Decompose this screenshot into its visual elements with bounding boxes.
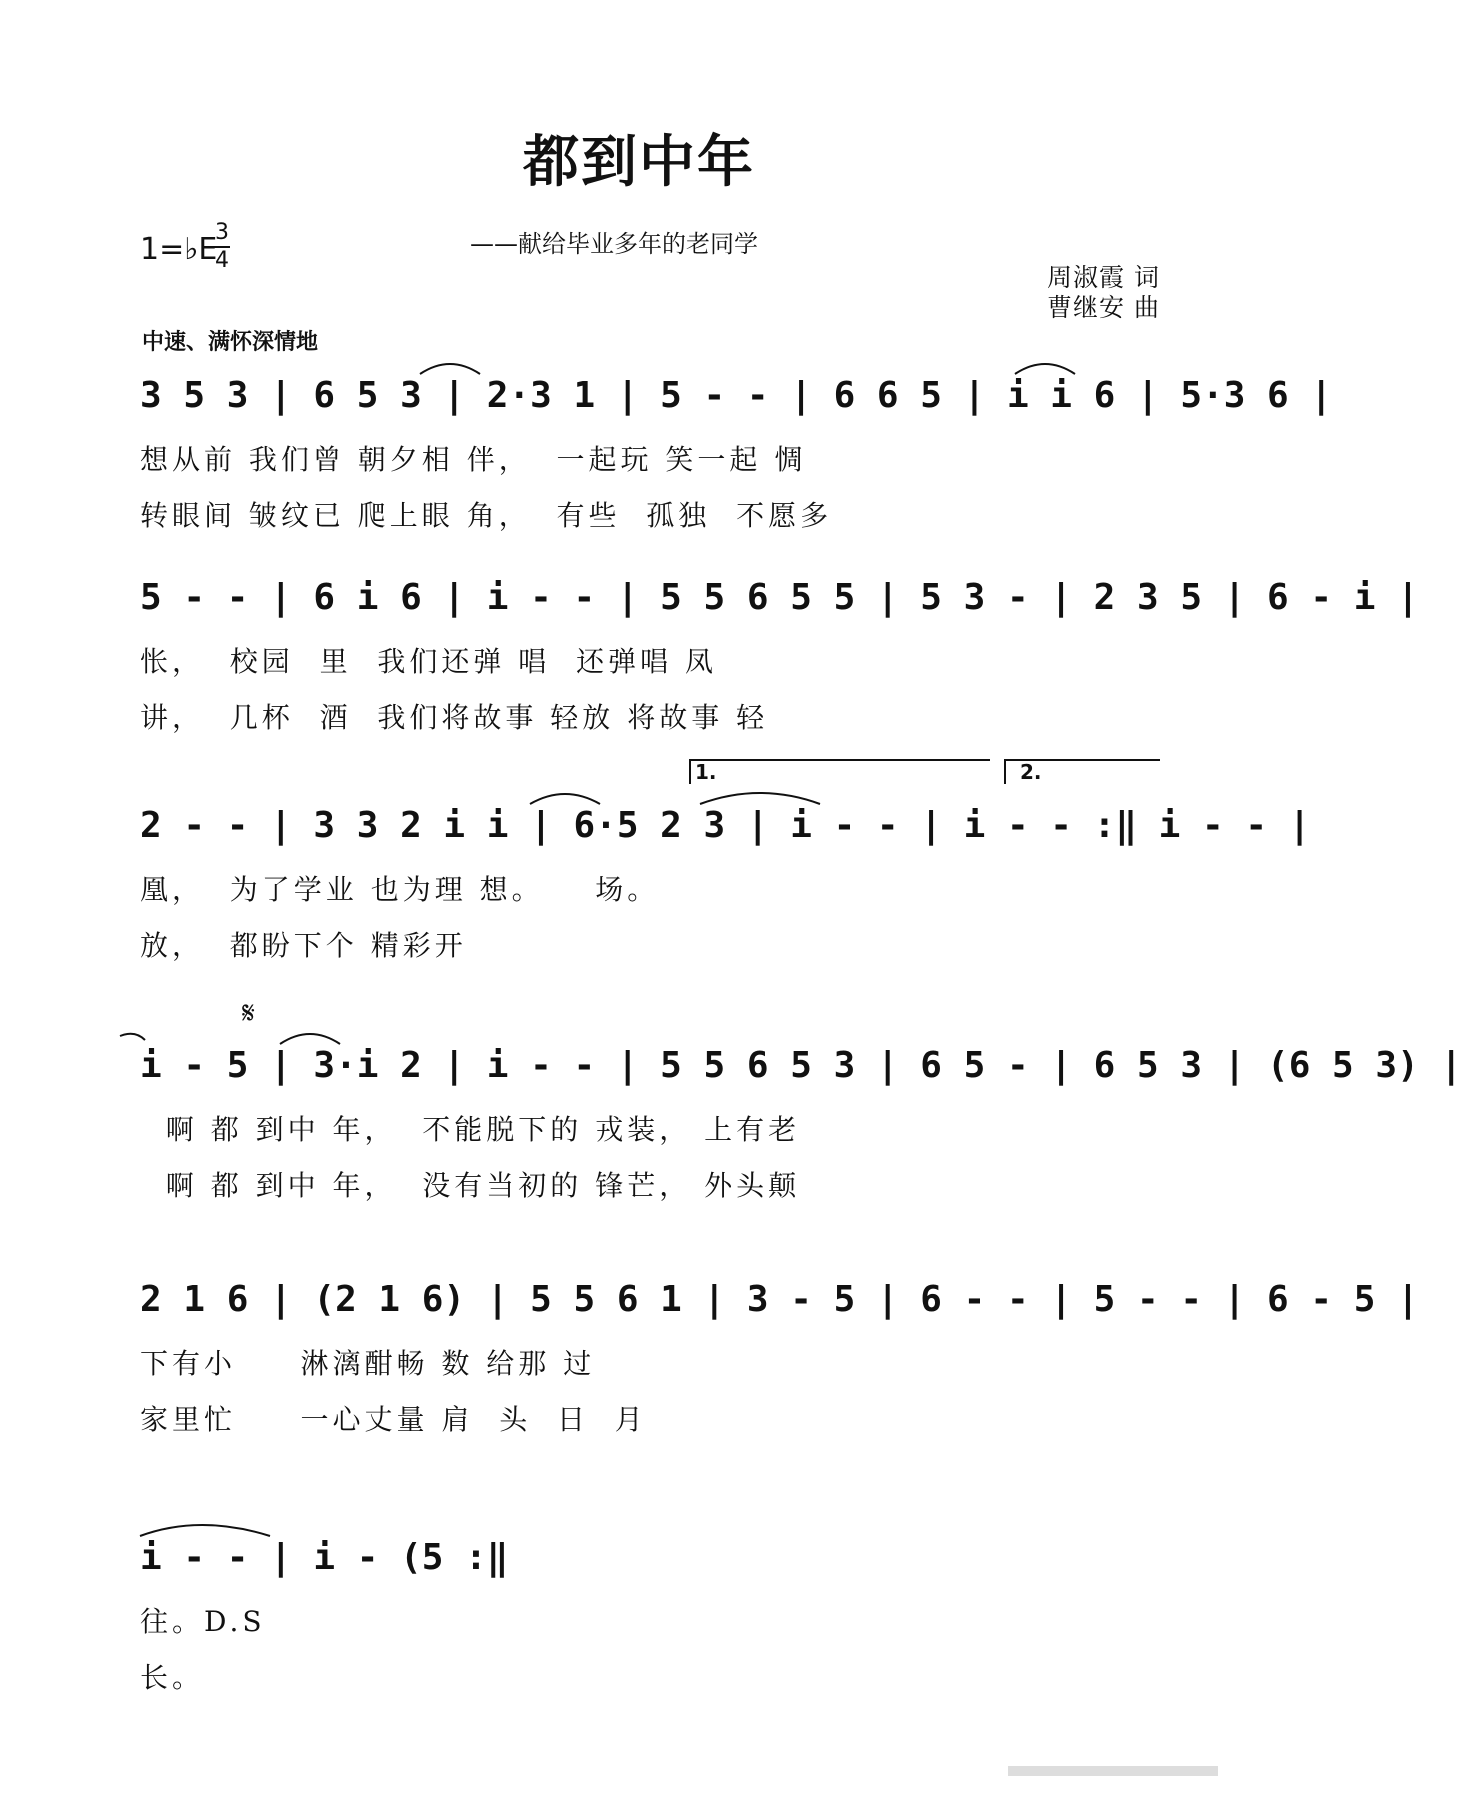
lyric-verse-1: 想从前 我们曾 朝夕相 伴， 一起玩 笑一起 惆: [140, 443, 807, 476]
jianpu-notes: 2 - - | 3 3 2 i i | 6·5 2 3 | i - - | i - - :‖ i - - |: [140, 805, 1311, 846]
score-system-5: [140, 1264, 1419, 1448]
lyricist-credit: 周淑霞 词: [1047, 263, 1160, 292]
notation-line: [140, 1264, 1419, 1336]
second-ending-marker: 2.: [1020, 760, 1042, 784]
lyric-verse-1: 啊 都 到中 年， 不能脱下的 戎装， 上有老: [140, 1113, 801, 1146]
slur-marks: [140, 1030, 1165, 1102]
time-signature-bottom: 4: [215, 248, 229, 273]
volta-brackets: [140, 754, 1165, 794]
lyric-verse-2: 放， 都盼下个 精彩开: [140, 929, 467, 962]
score-system-1: [140, 360, 1333, 544]
slur-marks: [140, 1522, 1165, 1594]
dedication-subtitle: ——献给毕业多年的老同学: [470, 230, 758, 258]
jianpu-notes: 3 5 3 | 6 5 3 | 2·3 1 | 5 - - | 6 6 5 | i i 6 | 5·3 6 |: [140, 375, 1333, 416]
slur-marks: [140, 360, 1165, 432]
jianpu-notes: i - - | i - (5 :‖: [140, 1537, 509, 1578]
lyric-verse-1: 怅， 校园 里 我们还弹 唱 还弹唱 凤: [140, 645, 718, 678]
notation-line: [140, 360, 1333, 432]
jianpu-notes: 5 - - | 6 i 6 | i - - | 5 5 6 5 5 | 5 3 - | 2 3 5 | 6 - i |: [140, 577, 1419, 618]
lyric-verse-2: 长。: [140, 1661, 205, 1694]
notation-line: [140, 790, 1311, 862]
lyric-verse-2: 家里忙 一心丈量 肩 头 日 月: [140, 1403, 647, 1436]
lyric-verse-2: 讲， 几杯 酒 我们将故事 轻放 将故事 轻: [140, 701, 769, 734]
lyric-verse-2: 转眼间 皱纹已 爬上眼 角， 有些 孤独 不愿多: [140, 499, 833, 532]
lyric-verse-1: 凰， 为了学业 也为理 想。 场。: [140, 873, 660, 906]
time-signature-top: 3: [215, 220, 229, 245]
jianpu-notes: 2 1 6 | (2 1 6) | 5 5 6 1 | 3 - 5 | 6 - - | 5 - - | 6 - 5 |: [140, 1279, 1419, 1320]
first-ending-marker: 1.: [695, 760, 717, 784]
notation-line: [140, 562, 1419, 634]
notation-line: [140, 1030, 1462, 1102]
watermark-strip: [1008, 1766, 1218, 1776]
lyric-verse-1: 往。D.S: [140, 1605, 266, 1638]
lyric-verse-2: 啊 都 到中 年， 没有当初的 锋芒， 外头颠: [140, 1169, 801, 1202]
key-signature: 1=♭E: [140, 232, 218, 267]
tempo-marking: 中速、满怀深情地: [142, 330, 319, 355]
score-system-3: [140, 760, 1311, 974]
time-signature: [212, 220, 232, 274]
score-system-4: [140, 996, 1462, 1214]
score-system-2: [140, 562, 1419, 746]
composer-credit: 曹继安 曲: [1047, 293, 1160, 322]
notation-line: [140, 1522, 1165, 1594]
jianpu-notes: i - 5 | 3·i 2 | i - - | 5 5 6 5 3 | 6 5 - | 6 5 3 | (6 5 3) |: [140, 1045, 1462, 1086]
lyric-verse-1: 下有小 淋漓酣畅 数 给那 过: [140, 1347, 596, 1380]
score-system-6: [140, 1522, 1165, 1706]
slur-marks: [140, 790, 1165, 862]
segno-sign: 𝄋: [242, 996, 255, 1031]
song-title: 都到中年: [523, 130, 755, 195]
